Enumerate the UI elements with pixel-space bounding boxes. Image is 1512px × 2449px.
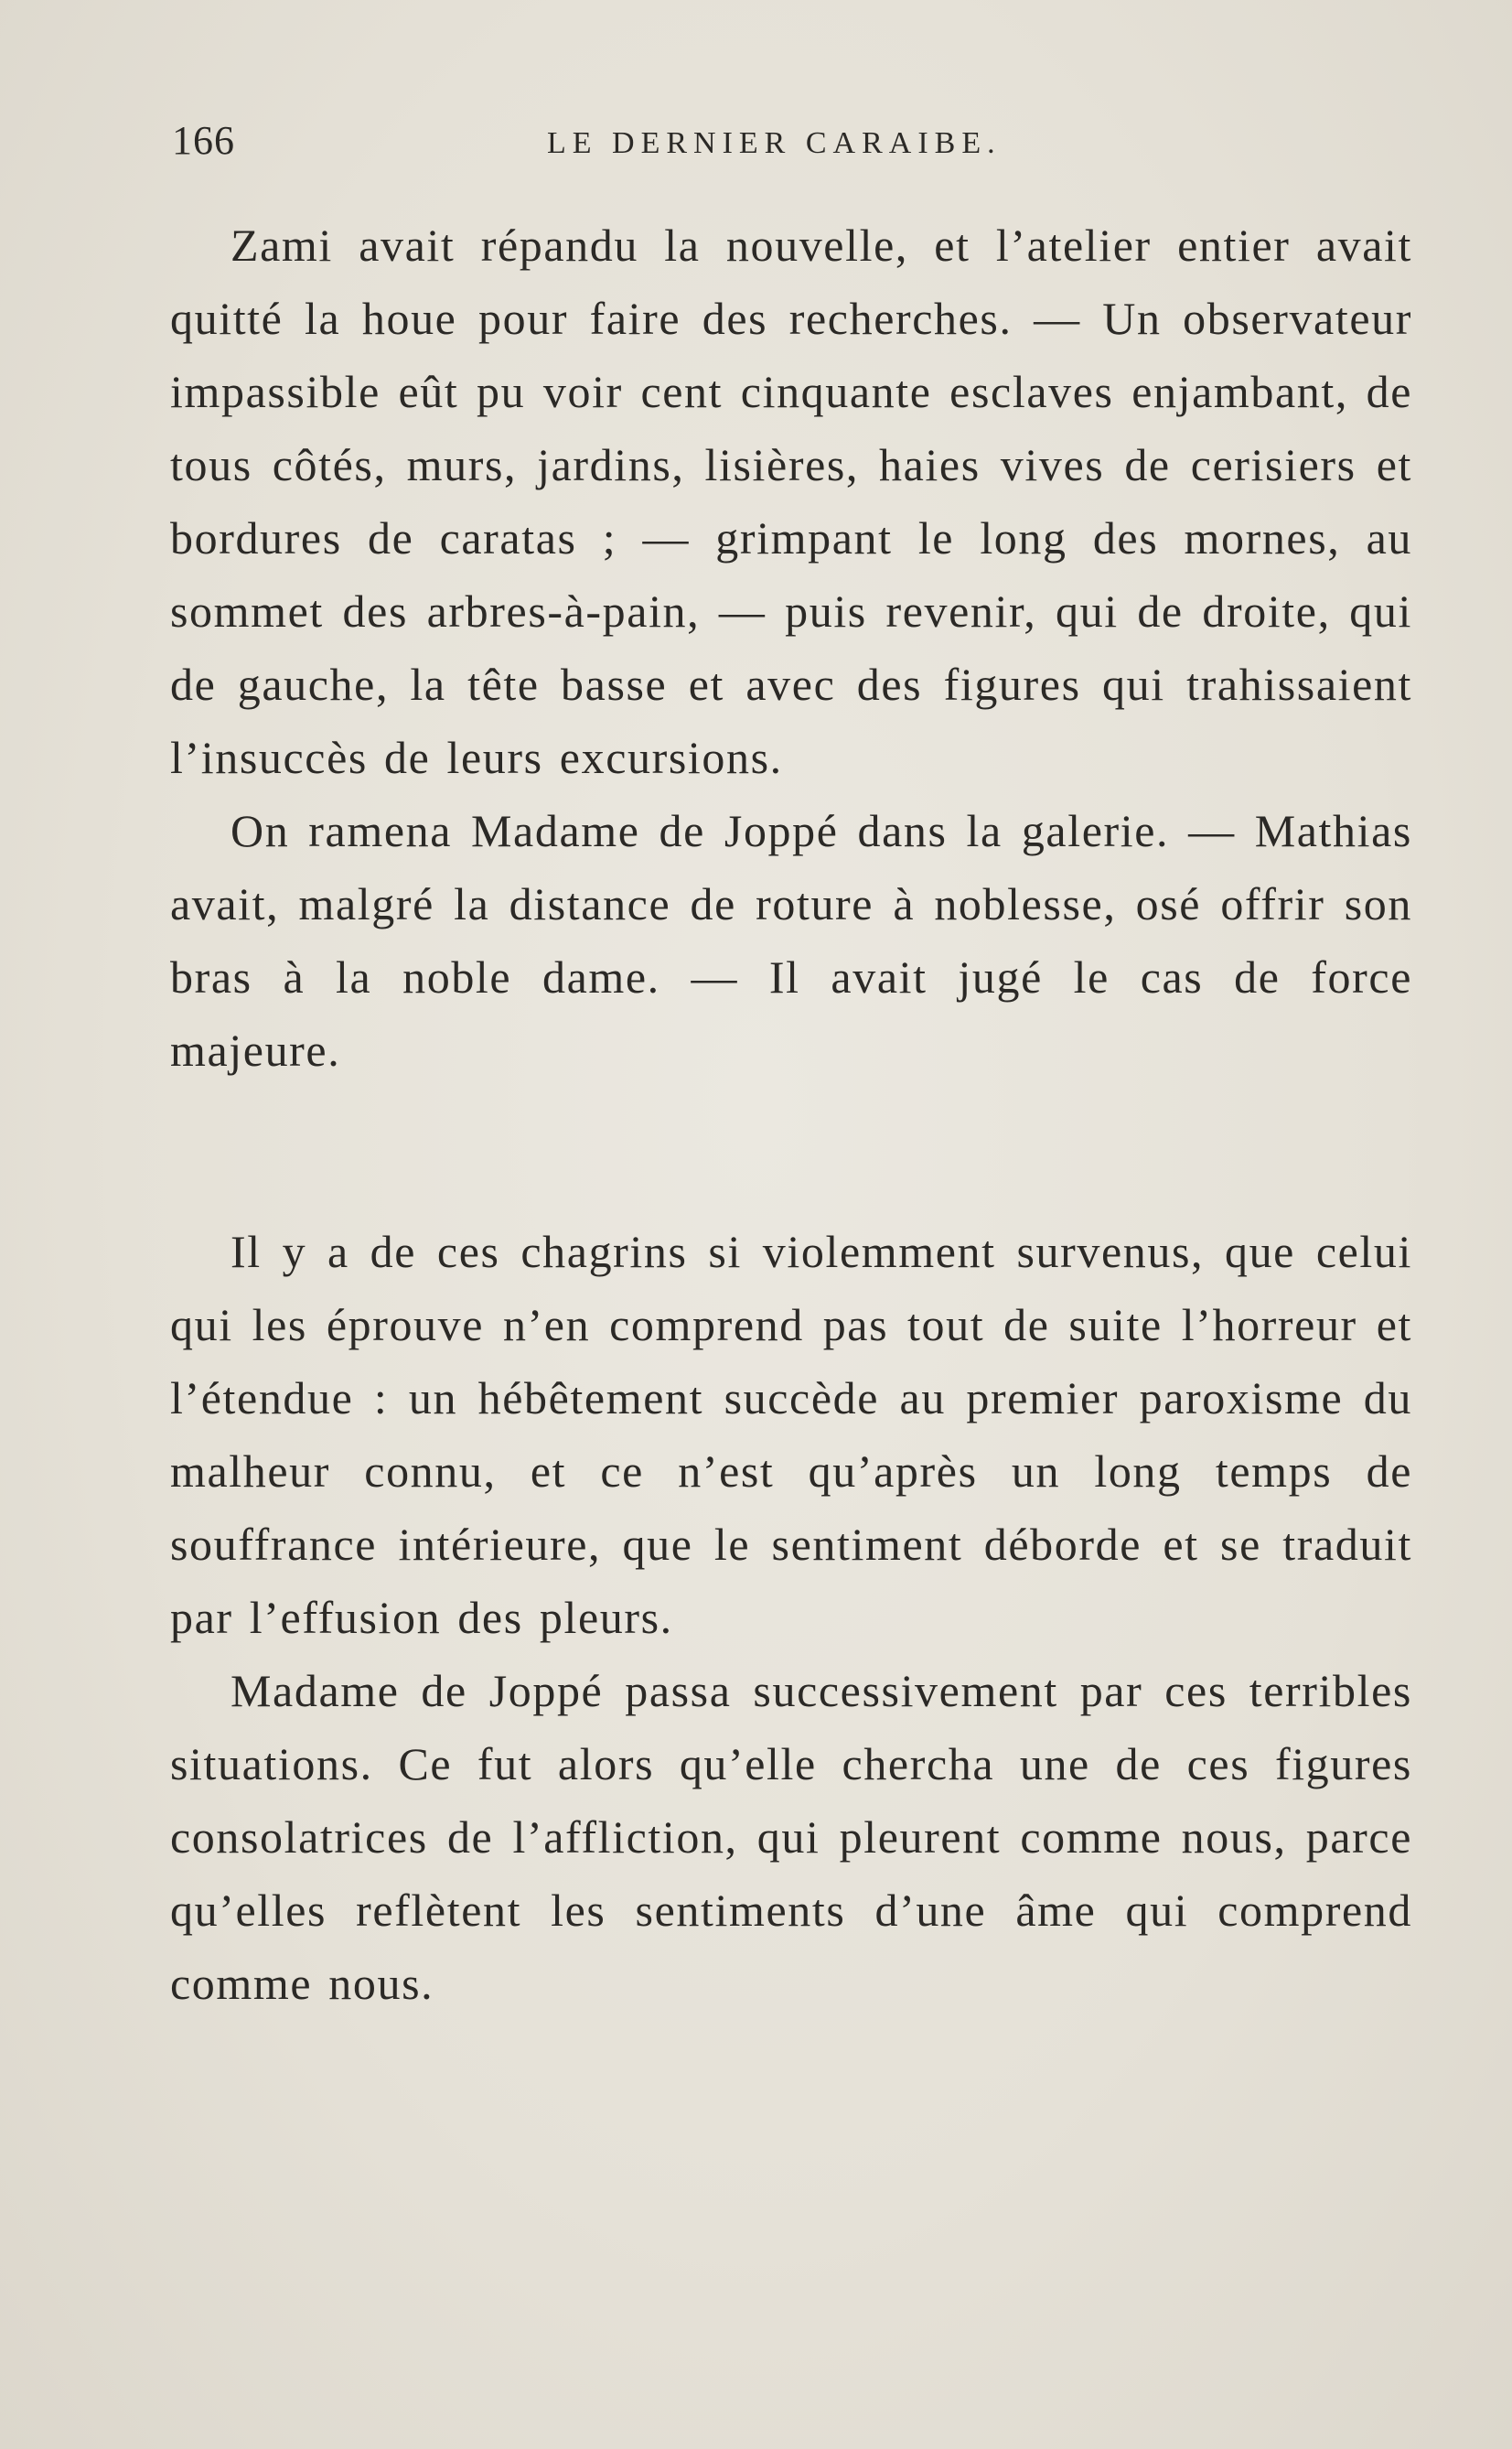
page-number: 166 <box>172 118 235 163</box>
section-break <box>170 1087 1412 1215</box>
paragraph-search: Zami avait répandu la nouvelle, et l’atelier entier avait quitté la houe pour faire des recherches. — Un observateur impassible eût pu voir cent cinquante esclaves enjambant, de tous côtés, murs, jardins, lisières, haies vives de cerisiers et bordures de caratas ; — grimpant le long des mornes, au sommet des arbres-à-pain, — puis revenir, qui de droite, qui de gauche, la tête basse et avec des figures qui trahissaient l’insuccès de leurs excursions. <box>170 220 1412 783</box>
page-header <box>172 117 1416 172</box>
running-title: LE DERNIER CARAIBE. <box>547 126 1002 160</box>
paragraph-gallery: On ramena Madame de Joppé dans la galerie. — Mathias avait, malgré la distance de roture à noblesse, osé offrir son bras à la noble dame. — Il avait jugé le cas de force majeure. <box>170 805 1412 1076</box>
body-text <box>170 209 1412 2020</box>
paragraph-consolation: Madame de Joppé passa successivement par ces terribles situations. Ce fut alors qu’elle chercha une de ces figures consolatrices de l’affliction, qui pleurent comme nous, parce qu’elles reflètent les sentiments d’une âme qui comprend comme nous. <box>170 1665 1412 2009</box>
paragraph-grief: Il y a de ces chagrins si violemment survenus, que celui qui les éprouve n’en comprend pas tout de suite l’horreur et l’étendue : un hébêtement succède au premier paroxisme du malheur connu, et ce n’est qu’après un long temps de souffrance intérieure, que le sentiment déborde et se traduit par l’effusion des pleurs. <box>170 1226 1412 1643</box>
